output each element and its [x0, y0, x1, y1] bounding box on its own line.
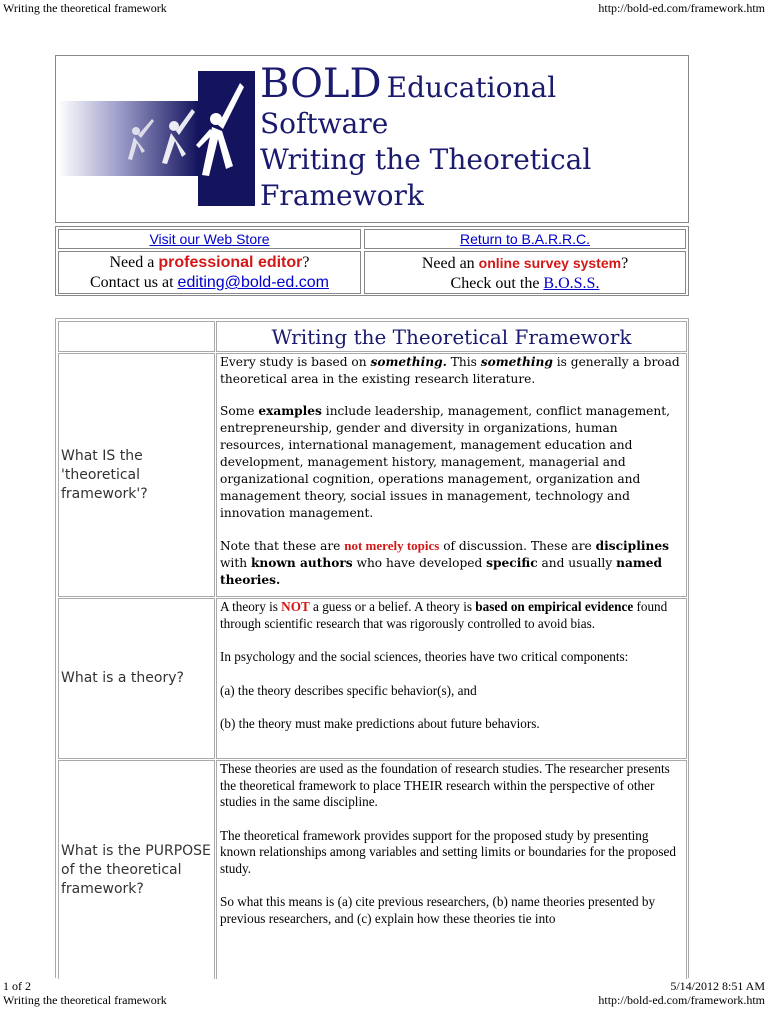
- question-text: What is a theory?: [61, 670, 184, 686]
- boss-link[interactable]: B.O.S.S.: [543, 275, 600, 292]
- table-title: Writing the Theoretical Framework: [216, 321, 687, 352]
- brand-educational: Educational: [386, 71, 557, 104]
- professional-editor-text: professional editor: [158, 254, 303, 271]
- print-header-next: [0, 993, 768, 1007]
- answer-text: So what this means is (a) cite previous researchers, (b) name theories presented by previous researchers, and (c) explain how these theories tie into: [220, 894, 656, 926]
- print-header-url: http://bold-ed.com/framework.htm: [598, 993, 765, 1007]
- answer-text: Note that these are: [220, 539, 345, 553]
- print-header-url: http://bold-ed.com/framework.htm: [598, 1, 765, 15]
- answer-cell: [216, 760, 687, 979]
- email-link[interactable]: editing@bold-ed.com: [177, 274, 329, 291]
- brand-bold: BOLD: [260, 61, 382, 107]
- highlight-text: NOT: [281, 599, 310, 614]
- links-table: [55, 226, 689, 296]
- web-store-link[interactable]: Visit our Web Store: [149, 231, 270, 247]
- print-header-title: Writing the theoretical framework: [3, 1, 167, 15]
- answer-text: who have developed: [352, 556, 487, 570]
- emphasis-text: based on empirical evidence: [475, 599, 634, 614]
- print-header-title: Writing the theoretical framework: [3, 993, 167, 1007]
- banner-box: [55, 55, 689, 223]
- answer-text: is generally a broad theoretical area in the existing research literature.: [220, 355, 680, 386]
- print-datetime: 5/14/2012 8:51 AM: [670, 979, 765, 993]
- contact-us-text: Contact us at: [90, 274, 178, 291]
- answer-text: (a) the theory describes specific behavior(s), and: [220, 682, 477, 698]
- survey-cell: [364, 251, 686, 294]
- need-an-text: Need an: [421, 255, 479, 272]
- answer-text: The theoretical framework provides support for the proposed study by presenting known relationships among variables and setting limits or boundaries for the proposed study.: [220, 827, 676, 876]
- question-text: What is the PURPOSE of the theoretical framework?: [61, 842, 211, 897]
- brand-software: Software: [260, 107, 389, 140]
- page-count: 1 of 2: [3, 979, 31, 993]
- emphasis-text: disciplines: [595, 539, 669, 553]
- answer-text: with: [220, 556, 251, 570]
- editor-cell: [58, 251, 361, 294]
- need-a-text: Need a: [109, 254, 159, 271]
- answer-text: of discussion. These are: [439, 539, 596, 553]
- question-cell: [58, 598, 215, 759]
- answer-cell: [216, 598, 687, 759]
- answer-text: Every study is based on: [220, 355, 371, 369]
- page-title-line1: Writing the Theoretical: [260, 143, 592, 176]
- question-cell: [58, 353, 215, 597]
- table-corner-cell: [58, 321, 215, 352]
- answer-text: found through scientific research that was rigorously controlled to avoid bias.: [220, 599, 668, 631]
- answer-text: (b) the theory must make predictions about future behaviors.: [220, 716, 540, 731]
- question-text: What IS the 'theoretical framework'?: [61, 447, 148, 502]
- answer-text: These theories are used as the foundation of research studies. The researcher presents the theoretical framework to place THEIR research within the perspective of other studies in the same discipline.: [220, 761, 670, 809]
- barrc-link[interactable]: Return to B.A.R.R.C.: [460, 231, 590, 247]
- qmark-2: ?: [621, 255, 629, 272]
- online-survey-text: online survey system: [478, 255, 622, 271]
- emphasis-text: examples: [258, 404, 322, 418]
- framework-table: [55, 318, 689, 978]
- emphasis-text: known authors: [250, 556, 353, 570]
- page-title-line2: Framework: [260, 179, 424, 212]
- answer-text: a guess or a belief. A theory is: [309, 599, 476, 614]
- emphasis-text: specific: [486, 556, 538, 570]
- answer-text: include leadership, management, conflict management, entrepreneurship, gender and diversity in organizations, human resources, international management, management education and development, management history, management, managerial and organizational cognition, operations management, organization and management theory, social issues in management, technology and innovation management.: [220, 404, 670, 520]
- answer-text: and usually: [537, 556, 617, 570]
- emphasis-text: something: [480, 355, 553, 369]
- barrc-cell: [364, 229, 686, 249]
- emphasis-text: named theories.: [220, 556, 663, 587]
- leaping-figures-logo-icon: [58, 71, 255, 206]
- print-header: [0, 1, 768, 15]
- web-store-cell: [58, 229, 361, 249]
- highlight-text: not merely topics: [344, 538, 440, 553]
- question-cell: [58, 760, 215, 979]
- brand-block: [260, 62, 680, 214]
- qmark-1: ?: [302, 254, 310, 271]
- emphasis-text: something.: [370, 355, 447, 369]
- answer-text: A theory is: [220, 599, 282, 614]
- answer-text: Some: [220, 404, 259, 418]
- answer-text: In psychology and the social sciences, theories have two critical components:: [220, 649, 629, 664]
- check-out-text: Check out the: [450, 275, 544, 292]
- print-footer: [0, 979, 768, 993]
- answer-text: This: [446, 355, 481, 369]
- answer-cell: [216, 353, 687, 597]
